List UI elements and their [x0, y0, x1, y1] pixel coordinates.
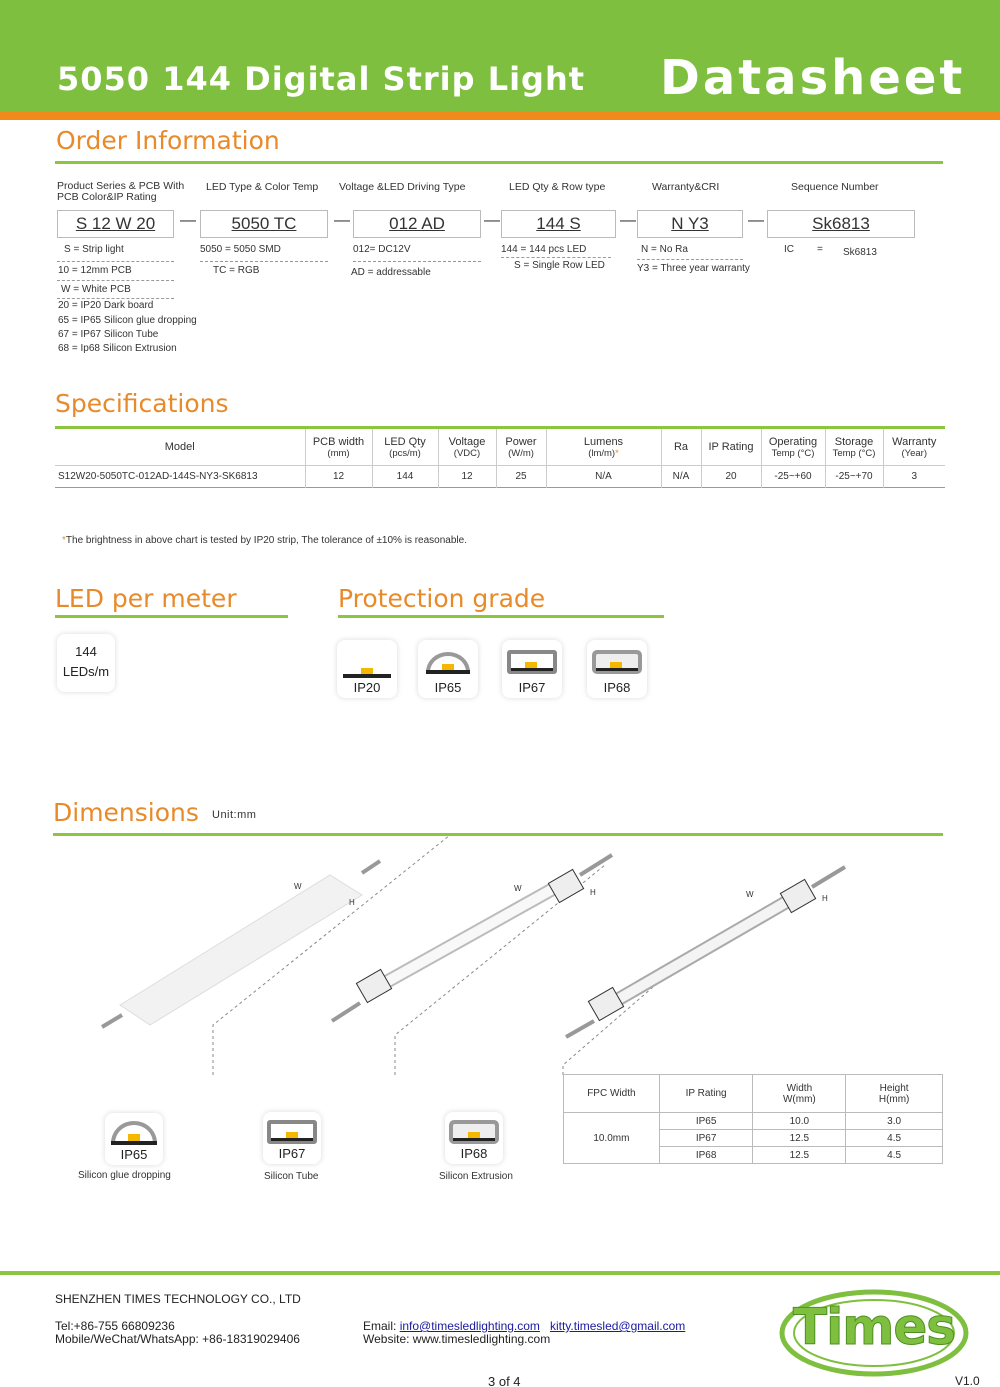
- spec-cell: N/A: [546, 466, 661, 488]
- header-accent-line: [0, 112, 1000, 120]
- svg-text:W: W: [514, 884, 522, 893]
- ip68-type-card: IP68: [445, 1112, 503, 1164]
- website: Website: www.timesledlighting.com: [363, 1332, 551, 1346]
- dotted-divider: [57, 261, 174, 262]
- def-item: IC: [784, 244, 794, 255]
- dotted-divider: [637, 259, 743, 260]
- group-label-4: LED Qty & Row type: [509, 181, 606, 193]
- led-per-meter-rule: [55, 615, 288, 618]
- telephone: Tel:+86-755 66809236: [55, 1319, 175, 1333]
- dim-cell: 12.5: [753, 1130, 846, 1147]
- def-item: 67 = IP67 Silicon Tube: [58, 329, 159, 340]
- ip67-card: IP67: [502, 640, 562, 698]
- email-link-info[interactable]: info@timesledlighting.com: [399, 1319, 540, 1333]
- dotted-divider: [200, 261, 328, 262]
- spec-table: [55, 426, 945, 488]
- ip65-glue-icon: [418, 644, 478, 684]
- table-row: [564, 1113, 943, 1130]
- dim-cell: 4.5: [846, 1147, 943, 1164]
- svg-text:W: W: [746, 890, 754, 899]
- dim-cell: 10.0: [753, 1113, 846, 1130]
- def-item: N = No Ra: [641, 244, 688, 255]
- dim-header: IP Rating: [659, 1075, 753, 1113]
- code-box-6: Sk6813: [767, 210, 915, 238]
- def-item: 5050 = 5050 SMD: [200, 244, 281, 255]
- spec-cell: -25~+70: [825, 466, 883, 488]
- dim-cell: 3.0: [846, 1113, 943, 1130]
- protection-grade-rule: [338, 615, 664, 618]
- company-name: SHENZHEN TIMES TECHNOLOGY CO., LTD: [55, 1292, 301, 1306]
- dimension-table: [563, 1074, 943, 1164]
- version: V1.0: [955, 1374, 980, 1387]
- spec-cell: -25~+60: [761, 466, 825, 488]
- led-per-meter-title: LED per meter: [55, 584, 237, 613]
- dim-fpc-width: 10.0mm: [564, 1113, 660, 1164]
- dim-header: Height H(mm): [846, 1075, 943, 1113]
- product-title: 5050 144 Digital Strip Light: [57, 60, 586, 98]
- code-box-3: 012 AD: [353, 210, 481, 238]
- def-item: 68 = Ip68 Silicon Extrusion: [58, 343, 177, 354]
- table-row: [55, 466, 945, 488]
- ip67-type-card: IP67: [263, 1112, 321, 1164]
- def-item: S = Strip light: [64, 244, 124, 255]
- times-logo: [778, 1288, 970, 1378]
- dim-header-row: [564, 1075, 943, 1113]
- separator: —: [484, 212, 500, 229]
- email-label: Email:: [363, 1319, 397, 1333]
- spec-header: Ra: [661, 428, 701, 466]
- dotted-divider: [501, 257, 611, 258]
- strip-drawings: [0, 835, 1000, 1075]
- dimensions-title: Dimensions: [53, 798, 199, 827]
- dimensions-unit: Unit:mm: [212, 809, 257, 821]
- email-link-kitty[interactable]: kitty.timesled@gmail.com: [549, 1319, 686, 1333]
- ip68-extrusion-icon: [587, 644, 647, 684]
- mobile: Mobile/WeChat/WhatsApp: +86-18319029406: [55, 1332, 300, 1346]
- brightness-note: *The brightness in above chart is tested by IP20 strip, The tolerance of ±10% is reasonable.: [62, 535, 467, 546]
- leader-line: [395, 865, 605, 1075]
- group-label-5: Warranty&CRI: [652, 181, 720, 193]
- ip67-type-desc: Silicon Tube: [264, 1171, 319, 1182]
- spec-cell: 144: [372, 466, 438, 488]
- dotted-divider: [57, 298, 174, 299]
- ip67-tube-icon: [263, 1116, 321, 1150]
- def-item: =: [817, 244, 823, 255]
- group-label-2: LED Type & Color Temp: [206, 181, 319, 193]
- separator: —: [620, 212, 636, 229]
- def-item: Y3 = Three year warranty: [637, 263, 750, 274]
- code-box-5: N Y3: [637, 210, 743, 238]
- ip65-type-card: IP65: [105, 1113, 163, 1165]
- ip67-tube-icon: [502, 644, 562, 684]
- ip68-card: IP68: [587, 640, 647, 698]
- order-info-rule: [55, 161, 943, 164]
- svg-text:H: H: [590, 888, 596, 897]
- spec-cell: 20: [701, 466, 761, 488]
- ip68-extrusion-icon: [445, 1116, 503, 1150]
- def-item: 20 = IP20 Dark board: [58, 300, 154, 311]
- spec-header: Operating Temp (°C): [761, 428, 825, 466]
- separator: —: [748, 212, 764, 229]
- ip65-card: IP65: [418, 640, 478, 698]
- led-qty-value: 144: [75, 644, 97, 659]
- spec-cell: 3: [883, 466, 945, 488]
- dotted-divider: [57, 280, 174, 281]
- dim-cell: 4.5: [846, 1130, 943, 1147]
- ip68-strip-drawing: [566, 867, 845, 1037]
- specifications-title: Specifications: [55, 389, 229, 418]
- def-item: AD = addressable: [351, 267, 431, 278]
- dim-cell: IP65: [659, 1113, 753, 1130]
- def-item: 144 = 144 pcs LED: [501, 244, 587, 255]
- dim-cell: IP67: [659, 1130, 753, 1147]
- def-item: 10 = 12mm PCB: [58, 265, 132, 276]
- group-label-6: Sequence Number: [791, 181, 879, 193]
- ip65-type-desc: Silicon glue dropping: [78, 1170, 171, 1181]
- spec-header: PCB width (mm): [305, 428, 372, 466]
- code-box-2: 5050 TC: [200, 210, 328, 238]
- separator: —: [180, 212, 196, 229]
- dim-header: FPC Width: [564, 1075, 660, 1113]
- spec-header: Storage Temp (°C): [825, 428, 883, 466]
- spec-cell: S12W20-5050TC-012AD-144S-NY3-SK6813: [55, 466, 305, 488]
- def-item: TC = RGB: [213, 265, 260, 276]
- spec-header-row: [55, 428, 945, 466]
- protection-grade-title: Protection grade: [338, 584, 546, 613]
- spec-header: IP Rating: [701, 428, 761, 466]
- dim-header: Width W(mm): [753, 1075, 846, 1113]
- ip65-glue-icon: [105, 1115, 163, 1149]
- ip20-card: IP20: [337, 640, 397, 698]
- ip68-type-desc: Silicon Extrusion: [439, 1171, 513, 1182]
- group-label-3: Voltage &LED Driving Type: [339, 181, 466, 193]
- spec-cell: 12: [438, 466, 496, 488]
- group-label-1: Product Series & PCB With PCB Color&IP Rating: [57, 180, 185, 203]
- ip67-strip-drawing: [332, 855, 612, 1021]
- svg-text:H: H: [349, 898, 355, 907]
- spec-header: Power (W/m): [496, 428, 546, 466]
- datasheet-title: Datasheet: [660, 50, 966, 106]
- order-info-title: Order Information: [56, 126, 280, 155]
- separator: —: [334, 212, 350, 229]
- code-box-4: 144 S: [501, 210, 616, 238]
- led-qty-card: [57, 634, 115, 692]
- spec-cell: 25: [496, 466, 546, 488]
- spec-header: Warranty (Year): [892, 435, 937, 459]
- email-line: [363, 1319, 685, 1333]
- svg-text:W: W: [294, 882, 302, 891]
- page-number: 3 of 4: [488, 1374, 521, 1387]
- def-item: Sk6813: [843, 247, 877, 258]
- spec-header: LED Qty (pcs/m): [372, 428, 438, 466]
- spec-cell: 12: [305, 466, 372, 488]
- code-box-1: S 12 W 20: [57, 210, 174, 238]
- dotted-divider: [353, 261, 481, 262]
- def-item: W = White PCB: [61, 284, 131, 295]
- spec-cell: N/A: [661, 466, 701, 488]
- footer-rule: [0, 1271, 1000, 1275]
- spec-header: Voltage (VDC): [438, 428, 496, 466]
- logo-text: Times: [792, 1298, 956, 1356]
- def-item: 012= DC12V: [353, 244, 411, 255]
- dim-cell: IP68: [659, 1147, 753, 1164]
- led-qty-unit: LEDs/m: [62, 664, 110, 679]
- spec-header: Lumens (lm/m)*: [546, 428, 661, 466]
- dim-cell: 12.5: [753, 1147, 846, 1164]
- def-item: 65 = IP65 Silicon glue dropping: [58, 315, 197, 326]
- spec-header-model: Model: [55, 428, 305, 466]
- svg-text:H: H: [822, 894, 828, 903]
- def-item: S = Single Row LED: [514, 260, 605, 271]
